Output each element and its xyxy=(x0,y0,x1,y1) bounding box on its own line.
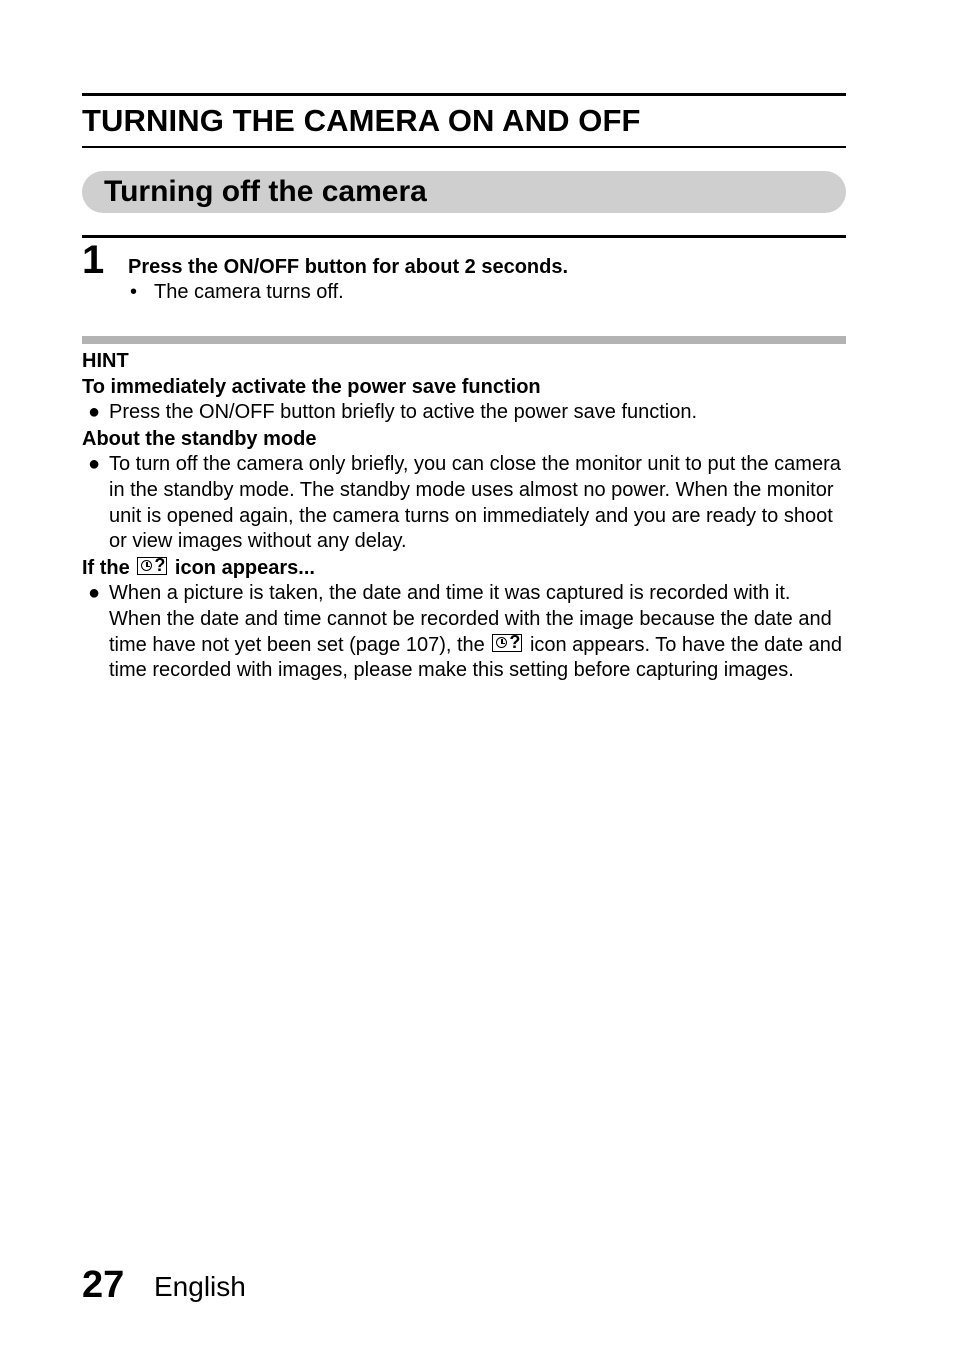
step-rule xyxy=(82,235,846,238)
hint-rule xyxy=(82,336,846,344)
step-number: 1 xyxy=(82,238,105,282)
clock-question-icon: ? xyxy=(492,634,522,652)
step-note-text: The camera turns off. xyxy=(154,281,344,303)
step-note-bullet: • xyxy=(130,281,138,303)
hint-text: Press the ON/OFF button briefly to active the power save function. xyxy=(109,401,698,423)
section-title: Turning off the camera xyxy=(104,175,427,208)
bullet-icon: ● xyxy=(88,582,101,604)
hint-heading-after: icon appears... xyxy=(174,557,315,579)
bullet-icon: ● xyxy=(88,453,101,475)
language-label: English xyxy=(154,1271,246,1302)
hint-item-date-icon xyxy=(82,555,846,684)
hint-heading xyxy=(82,555,846,581)
page-number: 27 xyxy=(82,1264,125,1306)
hint-text-before: When a picture is taken, the date and time it was captured is recorded with it. When the date and time cannot be recorded with the image because the date and time have not yet been set (page 107), the xyxy=(109,582,832,656)
hint-heading: To immediately activate the power save function xyxy=(82,376,541,398)
chapter-rule-top xyxy=(82,93,846,96)
hint-bullet xyxy=(82,400,846,426)
chapter-rule-bottom xyxy=(82,146,846,148)
hint-text-after: icon appears. To have the date and time recorded with images, please make this setting before capturing images. xyxy=(109,633,843,682)
chapter-title: TURNING THE CAMERA ON AND OFF xyxy=(82,103,641,138)
hint-heading: About the standby mode xyxy=(82,428,317,450)
section-header xyxy=(82,171,846,213)
clock-question-icon: ? xyxy=(137,557,167,575)
bullet-icon: ● xyxy=(88,401,101,423)
hint-item-standby xyxy=(82,426,846,555)
hint-bullet xyxy=(82,581,846,684)
hint-heading-before: If the xyxy=(82,557,130,579)
step-note xyxy=(130,279,344,305)
hint-text: To turn off the camera only briefly, you can close the monitor unit to put the camera in the standby mode. The standby mode uses almost no power. When the monitor unit is opened again, the camera turns on immediately and you are ready to shoot or view images without any delay. xyxy=(109,453,841,553)
hint-item-power-save xyxy=(82,374,846,426)
step-instruction: Press the ON/OFF button for about 2 seconds. xyxy=(128,256,569,278)
hint-bullet xyxy=(82,452,846,555)
hint-label: HINT xyxy=(82,350,129,372)
